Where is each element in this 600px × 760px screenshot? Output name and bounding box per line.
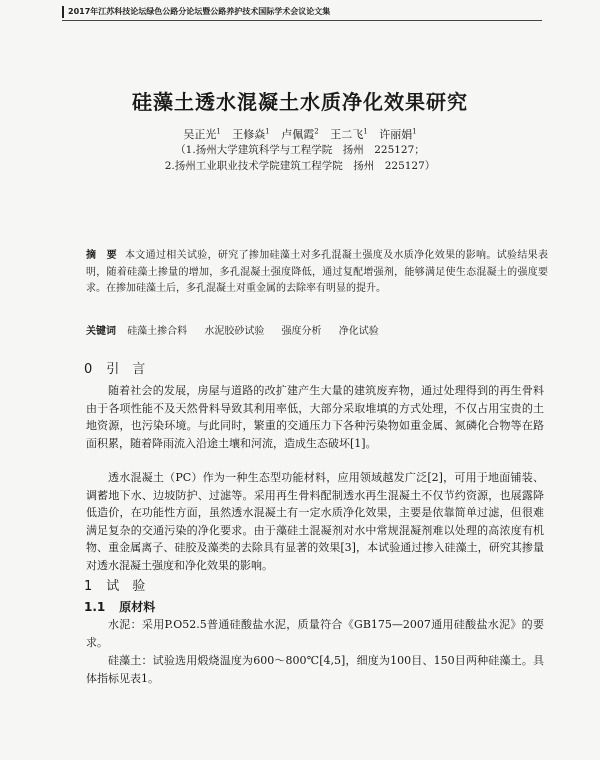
keyword: 硅藻土掺合料 — [127, 326, 188, 337]
section-heading-experiment: 1 试 验 — [84, 579, 146, 594]
author: 王修焱$^1$ — [232, 127, 270, 141]
paragraph: 透水混凝土（PC）作为一种生态型功能材料，应用领域越发广泛[2]，可用于地面铺装、调蓄地下水、边坡防护、过滤等。采用再生骨料配制透水再生混凝土不仅节约资源，也展露降低造价，在功能性方面，虽然透水混凝土有一定水质净化效果，主要是依靠简单过滤，但很难满足复杂的交通污染的净化要求。由于藻硅土混凝剂对水中常规混凝剂难以处理的高浓度有机物、重金属离子、硅胶及藻类的去除具有显著的效果[3]，本试验通过掺入硅藻土，研究其掺量对透水混凝土强度和净化效果的影响。 — [86, 471, 544, 572]
affiliation-1: （1.扬州大学建筑科学与工程学院 扬州 225127； — [175, 144, 425, 156]
keywords-label: 关键词 — [86, 326, 116, 337]
keyword: 净化试验 — [338, 326, 379, 337]
keyword: 强度分析 — [281, 326, 322, 337]
paper-title: 硅藻土透水混凝土水质净化效果研究 — [132, 90, 468, 114]
keyword: 水泥胶砂试验 — [204, 326, 265, 337]
abstract-label: 摘 要 — [86, 250, 117, 261]
affiliation-2: 2.扬州工业职业技术学院建筑工程学院 扬州 225127） — [164, 160, 436, 172]
running-header: 2017年江苏科技论坛绿色公路分论坛暨公路养护技术国际学术会议论文集 — [62, 6, 330, 18]
paragraph: 水泥：采用P.O52.5普通硅酸盐水泥，质量符合《GB175—2007通用硅酸盐水泥》的要求。 — [86, 618, 544, 649]
author: 王二飞$^1$ — [330, 127, 368, 141]
abstract-text: 本文通过相关试验，研究了掺加硅藻土对多孔混凝土强度及水质净化效果的影响。试验结果表明，随着硅藻土掺量的增加，多孔混凝土强度降低，通过复配增强剂，能够满足使生态混凝土的强度要求。在掺加硅藻土后，多孔混凝土对重金属的去除率有明显的提升。 — [86, 250, 549, 294]
keywords — [86, 322, 556, 337]
author: 卢佩霞$^2$ — [281, 127, 319, 141]
author: 吴正光$^1$ — [183, 127, 221, 141]
author-list — [0, 126, 600, 142]
paragraph: 硅藻土：试验选用煅烧温度为600～800℃[4,5]，细度为100目、150目两种硅藻土。具体指标见表1。 — [86, 654, 544, 685]
header-rule — [62, 20, 542, 21]
paragraph: 随着社会的发展，房屋与道路的改扩建产生大量的建筑废弃物，通过处理得到的再生骨料由于各项性能不及天然骨料导致其利用率低，大部分采取堆填的方式处理，不仅占用宝贵的土地资源，也污染环境。与此同时，繁重的交通压力下各种污染物如重金属、氮磷化合物等在路面积累，随着降雨流入沿途土壤和河流，造成生态破坏[1]。 — [86, 384, 544, 450]
subsection-heading-materials: 1.1 原材料 — [84, 600, 156, 614]
author: 许丽娟$^1$ — [379, 127, 417, 141]
abstract — [86, 248, 548, 298]
section-heading-intro: 0 引 言 — [84, 362, 146, 377]
